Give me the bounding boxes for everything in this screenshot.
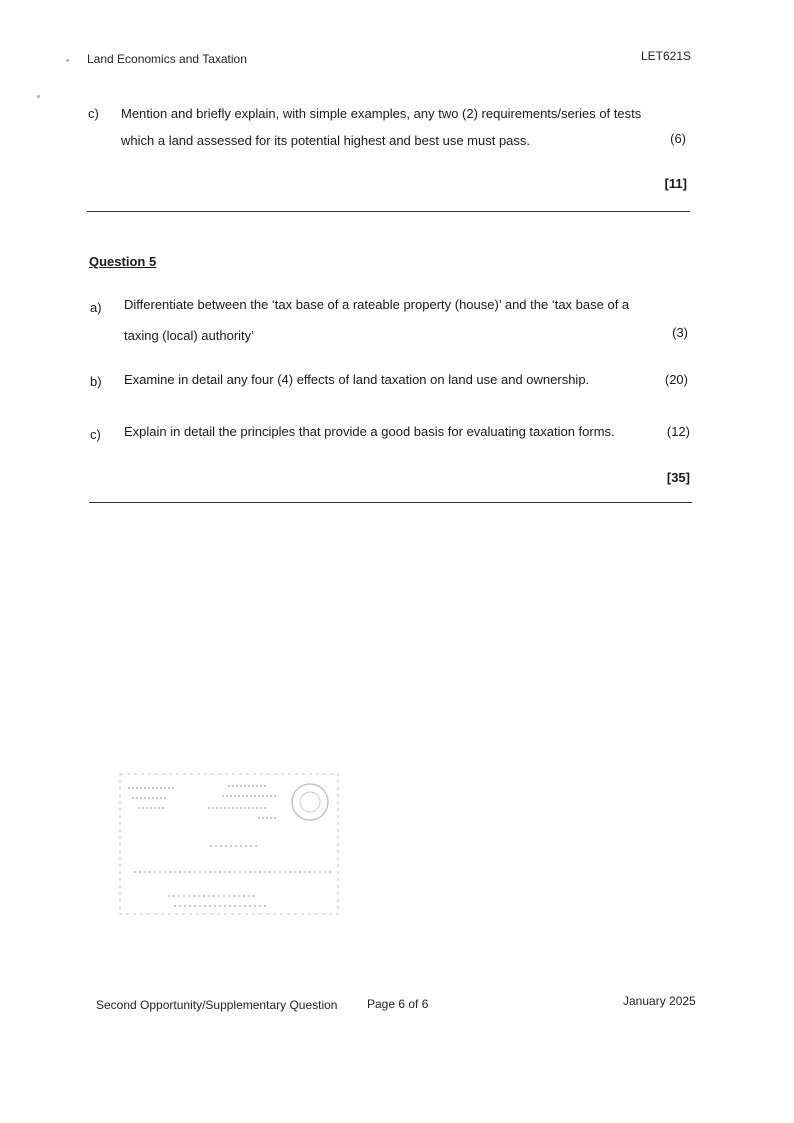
question-5-heading: Question 5	[89, 254, 157, 269]
scan-speck	[66, 59, 69, 62]
section-divider	[87, 211, 690, 212]
footer-exam-type: Second Opportunity/Supplementary Question	[96, 998, 338, 1012]
q5-part-b-letter: b)	[90, 374, 102, 389]
faded-stamp	[118, 770, 340, 918]
course-title: Land Economics and Taxation	[87, 52, 247, 66]
q5-part-a-line2: taxing (local) authority’	[124, 328, 255, 343]
q4-part-c-line2: which a land assessed for its potential highest and best use must pass.	[121, 133, 531, 148]
q5-part-a-line1: Differentiate between the ‘tax base of a rateable property (house)’ and the ‘tax base of a	[124, 297, 630, 312]
q4-part-c-marks: (6)	[670, 131, 686, 146]
q5-part-b-marks: (20)	[664, 372, 688, 387]
q5-part-c-line1: Explain in detail the principles that provide a good basis for evaluating taxation forms.	[124, 424, 615, 439]
q5-part-c-letter: c)	[90, 427, 101, 442]
q5-part-a-marks: (3)	[672, 325, 688, 340]
q5-part-c-marks: (12)	[666, 424, 690, 439]
q5-part-a-letter: a)	[90, 300, 102, 315]
footer-date: January 2025	[623, 994, 696, 1008]
scan-speck	[37, 95, 40, 98]
q4-part-c-letter: c)	[88, 106, 99, 121]
q5-total-marks: [35]	[666, 470, 690, 485]
q4-part-c-line1: Mention and briefly explain, with simple examples, any two (2) requirements/series of tests	[121, 106, 642, 121]
q4-total-marks: [11]	[664, 176, 687, 191]
q5-part-b-line1: Examine in detail any four (4) effects of land taxation on land use and ownership.	[124, 372, 590, 387]
section-divider	[89, 502, 692, 503]
footer-page-number: Page 6 of 6	[367, 997, 429, 1011]
course-code: LET621S	[641, 49, 692, 63]
